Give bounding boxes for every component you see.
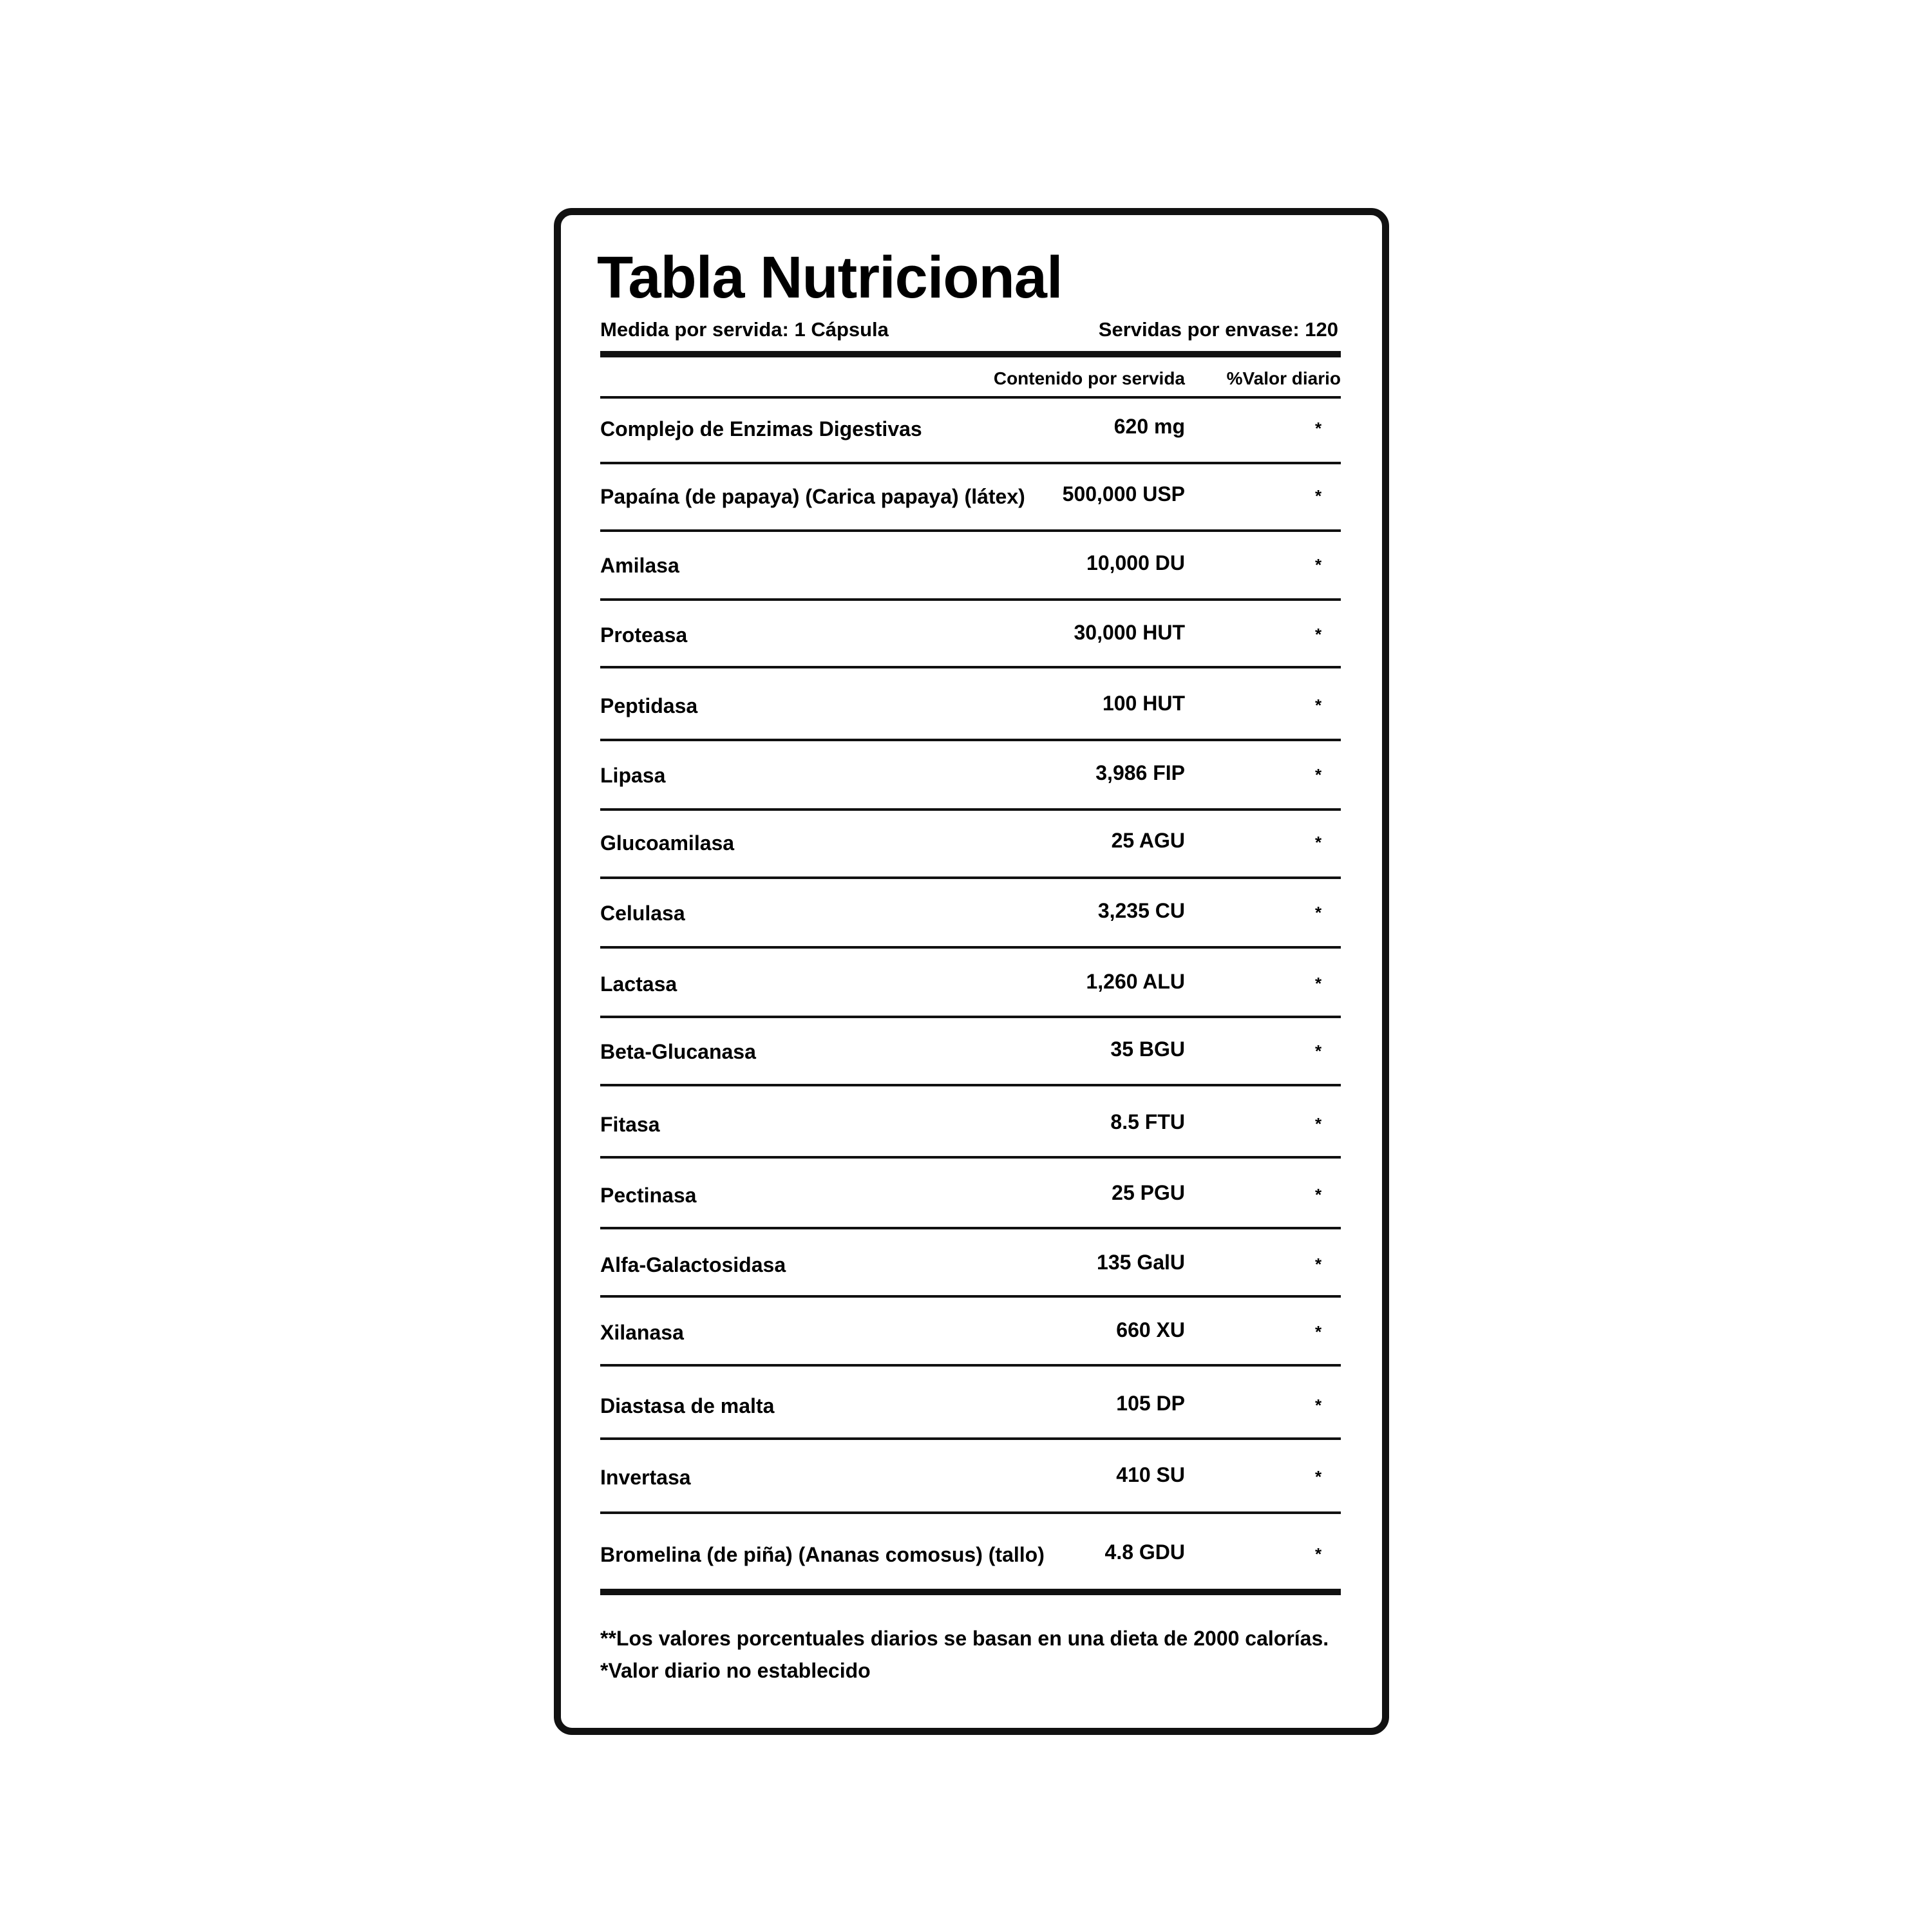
- nutrient-name: Complejo de Enzimas Digestivas: [600, 417, 922, 440]
- serving-size: Medida por servida: 1 Cápsula: [600, 318, 889, 341]
- nutrient-daily-value: *: [1314, 833, 1322, 852]
- nutrient-amount: 30,000 HUT: [1074, 621, 1185, 644]
- nutrient-name: Xilanasa: [600, 1321, 684, 1344]
- nutrient-daily-value: *: [1314, 1396, 1322, 1415]
- row-divider: [600, 946, 1341, 949]
- nutrient-name: Amilasa: [600, 554, 679, 577]
- row-divider: [600, 529, 1341, 532]
- row-divider: [600, 1437, 1341, 1440]
- table-bottom-divider: [600, 1589, 1341, 1595]
- row-divider: [600, 1364, 1341, 1367]
- nutrient-daily-value: *: [1314, 419, 1322, 438]
- nutrient-name: Alfa-Galactosidasa: [600, 1253, 786, 1276]
- nutrient-name: Proteasa: [600, 623, 688, 647]
- nutrient-name: Fitasa: [600, 1113, 660, 1136]
- nutrient-amount: 410 SU: [1116, 1463, 1185, 1486]
- nutrient-amount: 135 GalU: [1097, 1251, 1185, 1274]
- nutrient-daily-value: *: [1314, 1255, 1322, 1274]
- nutrient-amount: 1,260 ALU: [1086, 970, 1185, 993]
- nutrient-daily-value: *: [1314, 555, 1322, 574]
- nutrient-daily-value: *: [1314, 1185, 1322, 1204]
- nutrient-daily-value: *: [1314, 974, 1322, 993]
- servings-per-container: Servidas por envase: 120: [1098, 318, 1338, 341]
- nutrient-name: Bromelina (de piña) (Ananas comosus) (tallo): [600, 1543, 1045, 1566]
- nutrient-daily-value: *: [1314, 1322, 1322, 1341]
- nutrient-daily-value: *: [1314, 765, 1322, 784]
- nutrient-name: Celulasa: [600, 902, 685, 925]
- nutrient-name: Peptidasa: [600, 694, 698, 717]
- footnote-not-established: *Valor diario no establecido: [600, 1659, 871, 1682]
- nutrient-amount: 620 mg: [1113, 415, 1185, 438]
- nutrient-amount: 8.5 FTU: [1110, 1110, 1185, 1133]
- nutrient-daily-value: *: [1314, 696, 1322, 715]
- nutrient-daily-value: *: [1314, 1467, 1322, 1486]
- nutrient-amount: 500,000 USP: [1062, 482, 1185, 506]
- column-header-daily-value: %Valor diario: [1226, 368, 1341, 388]
- nutrient-amount: 4.8 GDU: [1104, 1540, 1185, 1564]
- nutrient-name: Beta-Glucanasa: [600, 1040, 756, 1063]
- nutrient-daily-value: *: [1314, 625, 1322, 644]
- nutrient-daily-value: *: [1314, 1041, 1322, 1061]
- row-divider: [600, 1511, 1341, 1514]
- header-divider: [600, 351, 1341, 357]
- column-header-content: Contenido por servida: [993, 368, 1185, 388]
- nutrient-name: Lipasa: [600, 764, 666, 787]
- nutrient-name: Papaína (de papaya) (Carica papaya) (látex): [600, 485, 1025, 508]
- nutrient-amount: 10,000 DU: [1086, 551, 1185, 574]
- row-divider: [600, 876, 1341, 879]
- nutrient-amount: 25 AGU: [1111, 829, 1185, 852]
- row-divider: [600, 462, 1341, 464]
- nutrient-amount: 105 DP: [1116, 1392, 1185, 1415]
- nutrient-name: Pectinasa: [600, 1184, 697, 1207]
- nutrient-name: Diastasa de malta: [600, 1394, 775, 1417]
- nutrient-amount: 3,986 FIP: [1095, 761, 1185, 784]
- nutrient-amount: 35 BGU: [1110, 1037, 1185, 1061]
- row-divider: [600, 808, 1341, 811]
- row-divider: [600, 1084, 1341, 1086]
- nutrient-daily-value: *: [1314, 486, 1322, 506]
- row-divider: [600, 739, 1341, 741]
- nutrient-daily-value: *: [1314, 1114, 1322, 1133]
- nutrient-amount: 100 HUT: [1102, 692, 1185, 715]
- nutrient-amount: 660 XU: [1116, 1318, 1185, 1341]
- nutrient-amount: 25 PGU: [1112, 1181, 1185, 1204]
- nutrient-name: Lactasa: [600, 972, 677, 996]
- row-divider: [600, 1227, 1341, 1229]
- label-title: Tabla Nutricional: [597, 245, 1063, 310]
- row-divider: [600, 1016, 1341, 1018]
- column-header-divider: [600, 396, 1341, 399]
- nutrient-daily-value: *: [1314, 903, 1322, 922]
- row-divider: [600, 1295, 1341, 1298]
- row-divider: [600, 1156, 1341, 1159]
- row-divider: [600, 666, 1341, 668]
- row-divider: [600, 598, 1341, 601]
- footnote-daily-values: **Los valores porcentuales diarios se basan en una dieta de 2000 calorías.: [600, 1627, 1329, 1650]
- nutrient-daily-value: *: [1314, 1544, 1322, 1564]
- nutrient-name: Glucoamilasa: [600, 831, 735, 855]
- nutrient-name: Invertasa: [600, 1466, 691, 1489]
- nutrient-amount: 3,235 CU: [1097, 899, 1185, 922]
